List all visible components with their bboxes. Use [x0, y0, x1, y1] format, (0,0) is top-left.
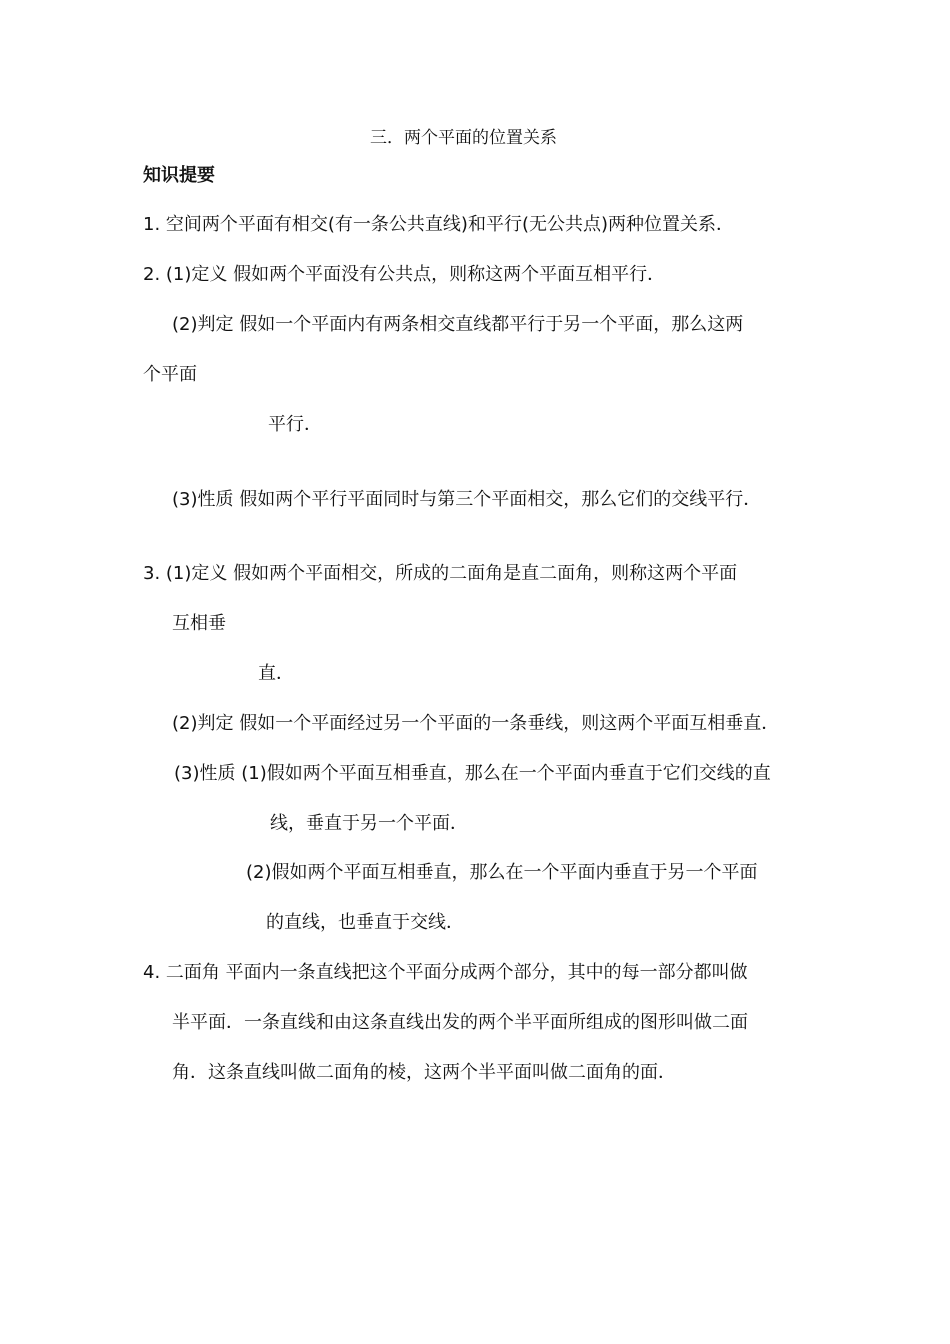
- text-line: 半平面．一条直线和由这条直线出发的两个半平面所组成的图形叫做二面: [172, 1012, 748, 1033]
- text-line: 互相垂: [172, 613, 226, 634]
- section-heading: 知识提要: [143, 165, 215, 186]
- text-line: (3)性质 假如两个平行平面同时与第三个平面相交，那么它们的交线平行．: [172, 489, 762, 510]
- text-line: (3)性质 (1)假如两个平面互相垂直，那么在一个平面内垂直于它们交线的直: [174, 763, 771, 784]
- text-line: 3. (1)定义 假如两个平面相交，所成的二面角是直二面角，则称这两个平面: [143, 563, 738, 584]
- text-line: 直．: [258, 663, 294, 684]
- text-line: 1. 空间两个平面有相交(有一条公共直线)和平行(无公共点)两种位置关系．: [143, 214, 734, 235]
- text-line: (2)判定 假如一个平面内有两条相交直线都平行于另一个平面，那么这两: [172, 314, 744, 335]
- text-line: (2)判定 假如一个平面经过另一个平面的一条垂线，则这两个平面互相垂直．: [172, 713, 780, 734]
- text-line: 2. (1)定义 假如两个平面没有公共点，则称这两个平面互相平行．: [143, 264, 666, 285]
- text-line: 的直线，也垂直于交线．: [266, 912, 464, 933]
- text-line: 4. 二面角 平面内一条直线把这个平面分成两个部分，其中的每一部分都叫做: [143, 962, 748, 983]
- document-title: 三．两个平面的位置关系: [370, 128, 557, 148]
- text-line: (2)假如两个平面互相垂直，那么在一个平面内垂直于另一个平面: [246, 862, 758, 883]
- text-line: 平行．: [268, 414, 322, 435]
- text-line: 个平面: [143, 364, 197, 385]
- text-line: 线，垂直于另一个平面．: [270, 813, 468, 834]
- text-line: 角．这条直线叫做二面角的棱，这两个半平面叫做二面角的面．: [172, 1062, 676, 1083]
